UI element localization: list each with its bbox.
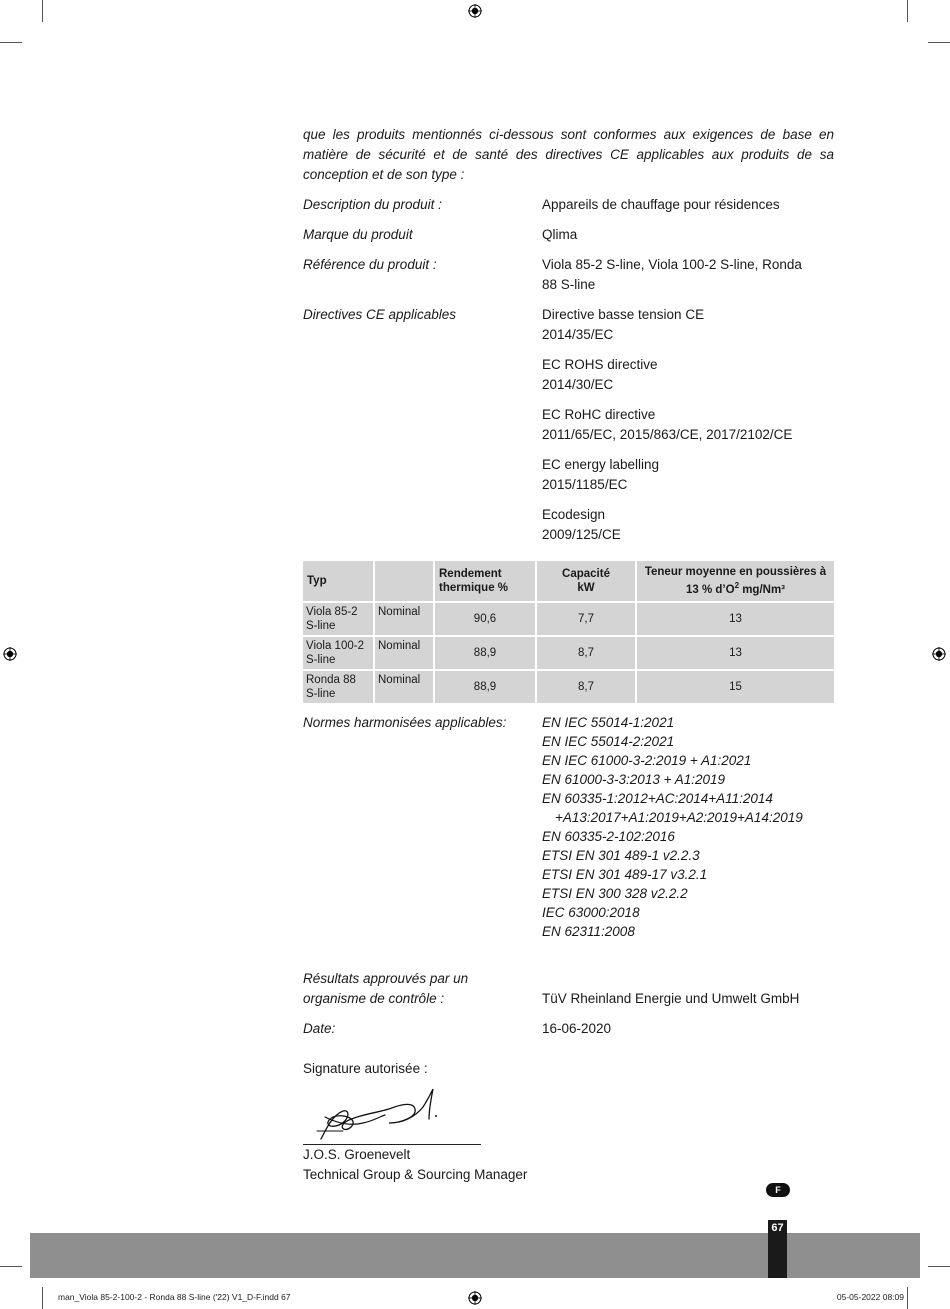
crop-mark (0, 1266, 22, 1267)
header-teneur-text: mg/Nm³ (739, 583, 786, 596)
date-row (303, 1019, 834, 1039)
norms-section (303, 713, 834, 941)
cell-type-line: Viola 100-2 (306, 639, 364, 652)
directives-list (542, 305, 834, 549)
header-rendement (435, 561, 535, 601)
approval-row (303, 969, 834, 1009)
cell-type (303, 637, 373, 669)
approval-value: TüV Rheinland Energie und Umwelt GmbH (542, 990, 800, 1006)
signatory-name: J.O.S. Groenevelt (303, 1146, 411, 1162)
norm-item: EN 60335-2-102:2016 (542, 828, 675, 844)
cell-mode: Nominal (375, 603, 433, 635)
header-capacite (537, 561, 635, 601)
cell-type (303, 603, 373, 635)
cell-teneur: 13 (637, 637, 834, 669)
norm-item: +A13:2017+A1:2019+A2:2019+A14:2019 (555, 809, 803, 825)
crop-mark (928, 1266, 950, 1267)
intro-paragraph: que les produits mentionnés ci-dessous sont conformes aux exigences de base en matière de sécurité et de santé des directives CE applicables aux produits de sa conception et de son type : (303, 127, 834, 182)
norm-item: ETSI EN 301 489-1 v2.2.3 (542, 847, 700, 863)
directive-name: EC ROHS directive (542, 357, 658, 372)
product-reference-row (303, 255, 834, 295)
header-blank (375, 561, 433, 601)
approval-label-line: organisme de contrôle : (303, 990, 445, 1006)
approval-label (303, 969, 542, 1009)
norm-item: ETSI EN 301 489-17 v3.2.1 (542, 866, 708, 882)
product-description-row (303, 195, 834, 215)
cell-type-line: Viola 85-2 (306, 605, 358, 618)
directive-code: 2014/35/EC (542, 327, 614, 342)
cell-type-line: S-line (306, 653, 336, 666)
cell-mode: Nominal (375, 671, 433, 703)
directive-name: Ecodesign (542, 507, 606, 522)
cell-teneur: 15 (637, 671, 834, 703)
norm-item: EN IEC 61000-3-2:2019 + A1:2021 (542, 752, 752, 768)
crop-mark (928, 42, 950, 43)
product-description-value: Appareils de chauffage pour résidences (542, 197, 780, 212)
page-number: 67 (768, 1220, 787, 1278)
crop-mark (0, 42, 22, 43)
efficiency-table (301, 559, 836, 705)
signatory-role: Technical Group & Sourcing Manager (303, 1166, 528, 1182)
header-teneur (637, 561, 834, 601)
language-badge: F (766, 1183, 790, 1197)
registration-mark-icon (468, 1291, 482, 1305)
print-slug-file: man_Viola 85-2-100-2 - Ronda 88 S-line ('22) V1_D-F.indd 67 (58, 1292, 291, 1302)
directive-name: Directive basse tension CE (542, 307, 705, 322)
product-brand-row (303, 225, 834, 245)
product-reference-line: 88 S-line (542, 277, 596, 292)
norm-item: EN 61000-3-3:2013 + A1:2019 (542, 771, 726, 787)
date-label: Date: (303, 1020, 336, 1036)
header-rendement-line: Rendement (439, 567, 502, 580)
directives-label: Directives CE applicables (303, 307, 457, 322)
cell-rendement: 88,9 (435, 671, 535, 703)
header-teneur-sup: 2 (734, 581, 740, 590)
header-capacite-line: Capacité (562, 567, 610, 580)
registration-mark-icon (3, 647, 17, 661)
cell-type-line: S-line (306, 619, 336, 632)
cell-rendement: 90,6 (435, 603, 535, 635)
table-row (303, 671, 834, 703)
cell-capacite: 7,7 (537, 603, 635, 635)
directive-item (542, 405, 834, 445)
directive-code: 2011/65/EC, 2015/863/CE, 2017/2102/CE (542, 427, 793, 442)
directive-item (542, 505, 834, 545)
norm-item: IEC 63000:2018 (542, 904, 640, 920)
cell-type-line: S-line (306, 687, 336, 700)
cell-mode: Nominal (375, 637, 433, 669)
crop-mark (42, 0, 43, 22)
header-type: Typ (303, 561, 373, 601)
header-teneur-text: 13 % d’O (685, 583, 735, 596)
table-header-row (303, 561, 834, 601)
table-row (303, 637, 834, 669)
registration-mark-icon (932, 647, 946, 661)
print-slug-date: 05-05-2022 08:09 (836, 1292, 904, 1302)
product-brand-value: Qlima (542, 227, 578, 242)
table-row (303, 603, 834, 635)
norms-label: Normes harmonisées applicables: (303, 714, 507, 730)
norm-item: ETSI EN 300 328 v2.2.2 (542, 885, 688, 901)
directive-code: 2014/30/EC (542, 377, 614, 392)
signature-line (303, 1144, 481, 1145)
signature-area (303, 1087, 483, 1145)
header-teneur-line (641, 579, 830, 597)
signature-title: Signature autorisée : (303, 1060, 428, 1076)
directive-name: EC RoHC directive (542, 407, 656, 422)
handwritten-signature (303, 1087, 483, 1149)
norms-list (542, 713, 803, 941)
product-reference-line: Viola 85-2 S-line, Viola 100-2 S-line, Ronda (542, 257, 802, 272)
header-rendement-line: thermique % (439, 581, 509, 594)
directive-name: EC energy labelling (542, 457, 660, 472)
product-reference-value (542, 255, 834, 295)
directives-row (303, 305, 834, 549)
declaration-content (303, 125, 834, 1185)
approval-label-line: Résultats approuvés par un (303, 970, 469, 986)
directive-item (542, 355, 834, 395)
cell-capacite: 8,7 (537, 671, 635, 703)
registration-mark-icon (468, 4, 482, 18)
directive-code: 2009/125/CE (542, 527, 621, 542)
norm-item: EN 62311:2008 (542, 923, 635, 939)
header-capacite-line: kW (577, 581, 595, 594)
cell-type-line: Ronda 88 (306, 673, 356, 686)
header-teneur-line: Teneur moyenne en poussières à (644, 566, 827, 578)
date-value: 16-06-2020 (542, 1020, 612, 1036)
crop-mark (42, 1287, 43, 1309)
norm-item: EN 60335-1:2012+AC:2014+A11:2014 (542, 790, 773, 806)
cell-capacite: 8,7 (537, 637, 635, 669)
crop-mark (907, 1287, 908, 1309)
norm-item: EN IEC 55014-1:2021 (542, 714, 675, 730)
directive-item (542, 455, 834, 495)
cell-teneur: 13 (637, 603, 834, 635)
product-reference-label: Référence du produit : (303, 257, 437, 272)
product-brand-label: Marque du produit (303, 227, 413, 242)
norm-item: EN IEC 55014-2:2021 (542, 733, 675, 749)
directive-item (542, 305, 834, 345)
directive-code: 2015/1185/EC (542, 477, 628, 492)
product-description-label: Description du produit : (303, 197, 442, 212)
cell-rendement: 88,9 (435, 637, 535, 669)
cell-type (303, 671, 373, 703)
crop-mark (907, 0, 908, 22)
